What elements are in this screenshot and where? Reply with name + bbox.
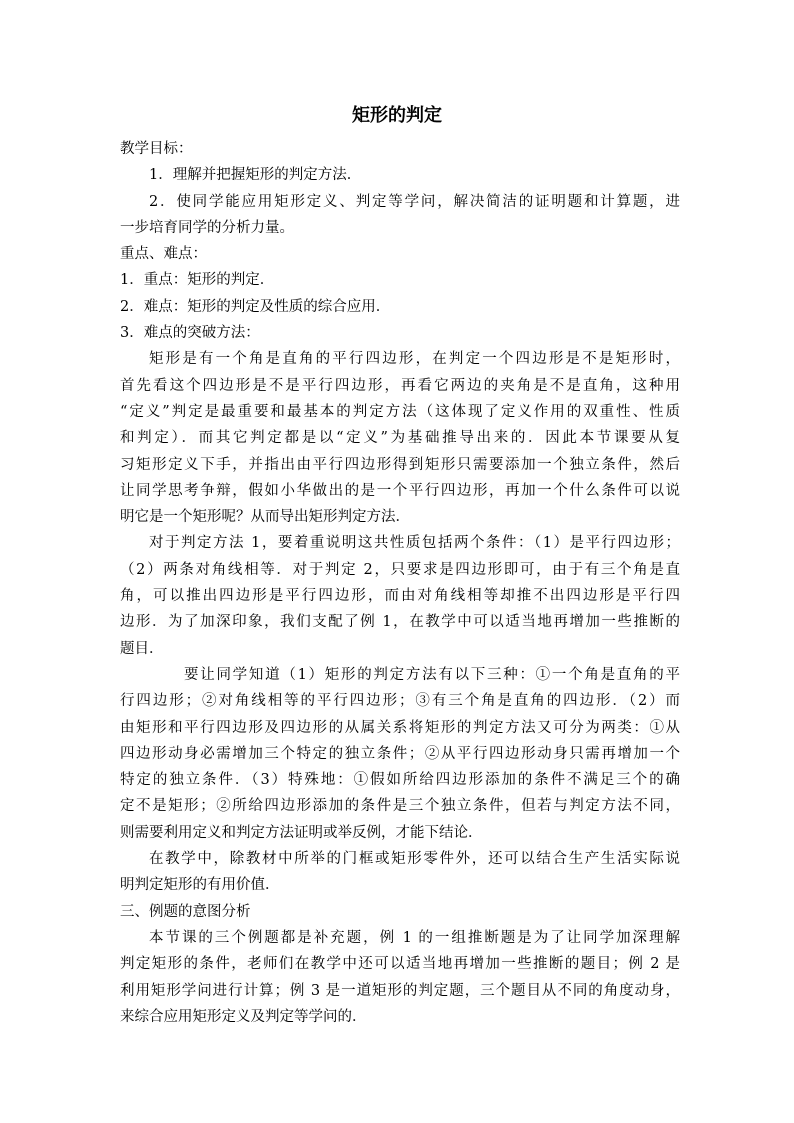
text-line: 首先看这个四边形是不是平行四边形，再看它两边的夹角是不是直角，这种用 [120,377,680,394]
document-body [120,136,680,1030]
text-line: “定义”判定是最重要和最基本的判定方法（这体现了定义作用的双重性、性质 [120,403,680,420]
text-line: 利用矩形学问进行计算；例 3 是一道矩形的判定题，三个题目从不同的角度动身， [120,982,680,999]
text-line: 2．难点：矩形的判定及性质的综合应用． [120,298,391,315]
text-line: 明判定矩形的有用价值． [120,877,280,894]
text-line: 要让同学知道（1）矩形的判定方法有以下三种：①一个角是直角的平 [184,666,680,683]
text-line: 让同学思考争辩，假如小华做出的是一个平行四边形，再加一个什么条件可以说 [120,482,680,499]
text-line: 2．使同学能应用矩形定义、判定等学问，解决简洁的证明题和计算题，进 [149,193,680,210]
text-line: 明它是一个矩形呢？从而导出矩形判定方法． [120,509,410,526]
text-line: （2）两条对角线相等．对于判定 2，只要求是四边形即可，由于有三个角是直 [120,561,680,578]
text-line: 习矩形定义下手，并指出由平行四边形得到矩形只需要添加一个独立条件，然后 [120,456,680,473]
text-line: 来综合应用矩形定义及判定等学问的． [120,1008,367,1025]
text-line: 定不是矩形；②所给四边形添加的条件是三个独立条件，但若与判定方法不同， [120,798,680,815]
text-line: 则需要利用定义和判定方法证明或举反例，才能下结论． [120,824,483,841]
text-line: 三、例题的意图分析 [120,903,251,920]
text-line: 判定矩形的条件，老师们在教学中还可以适当地再增加一些推断的题目；例 2 是 [120,956,680,973]
text-line: 边形．为了加深印象，我们支配了例 1，在教学中可以适当地再增加一些推断的 [120,614,680,631]
text-line: 四边形动身必需增加三个特定的独立条件；②从平行四边形动身只需再增加一个 [120,745,680,762]
text-line: 教学目标： [120,141,193,157]
text-line: 题目． [120,640,164,657]
text-line: 1．理解并把握矩形的判定方法． [149,167,362,184]
text-line: 本节课的三个例题都是补充题，例 1 的一组推断题是为了让同学加深理解 [149,929,680,946]
text-line: 重点、难点： [120,246,207,263]
text-line: 和判定）．而其它判定都是以“定义”为基础推导出来的．因此本节课要从复 [120,430,680,447]
text-line: 一步培育同学的分析力量。 [120,219,294,236]
text-line: 对于判定方法 1，要着重说明这共性质包括两个条件：（1）是平行四边形； [149,535,680,552]
text-line: 在教学中，除教材中所举的门框或矩形零件外，还可以结合生产生活实际说 [149,851,680,868]
document-title: 矩形的判定 [352,105,442,126]
text-line: 1．重点：矩形的判定． [120,272,275,289]
text-line: 矩形是有一个角是直角的平行四边形，在判定一个四边形是不是矩形时， [149,351,680,368]
text-line: 行四边形；②对角线相等的平行四边形；③有三个角是直角的四边形．（2）而 [120,693,680,710]
text-line: 由矩形和平行四边形及四边形的从属关系将矩形的判定方法又可分为两类：①从 [120,719,680,736]
text-line: 3．难点的突破方法： [120,325,260,342]
text-line: 特定的独立条件．（3）特殊地：①假如所给四边形添加的条件不满足三个的确 [120,772,680,789]
text-line: 角，可以推出四边形是平行四边形，而由对角线相等却推不出四边形是平行四 [120,588,680,605]
